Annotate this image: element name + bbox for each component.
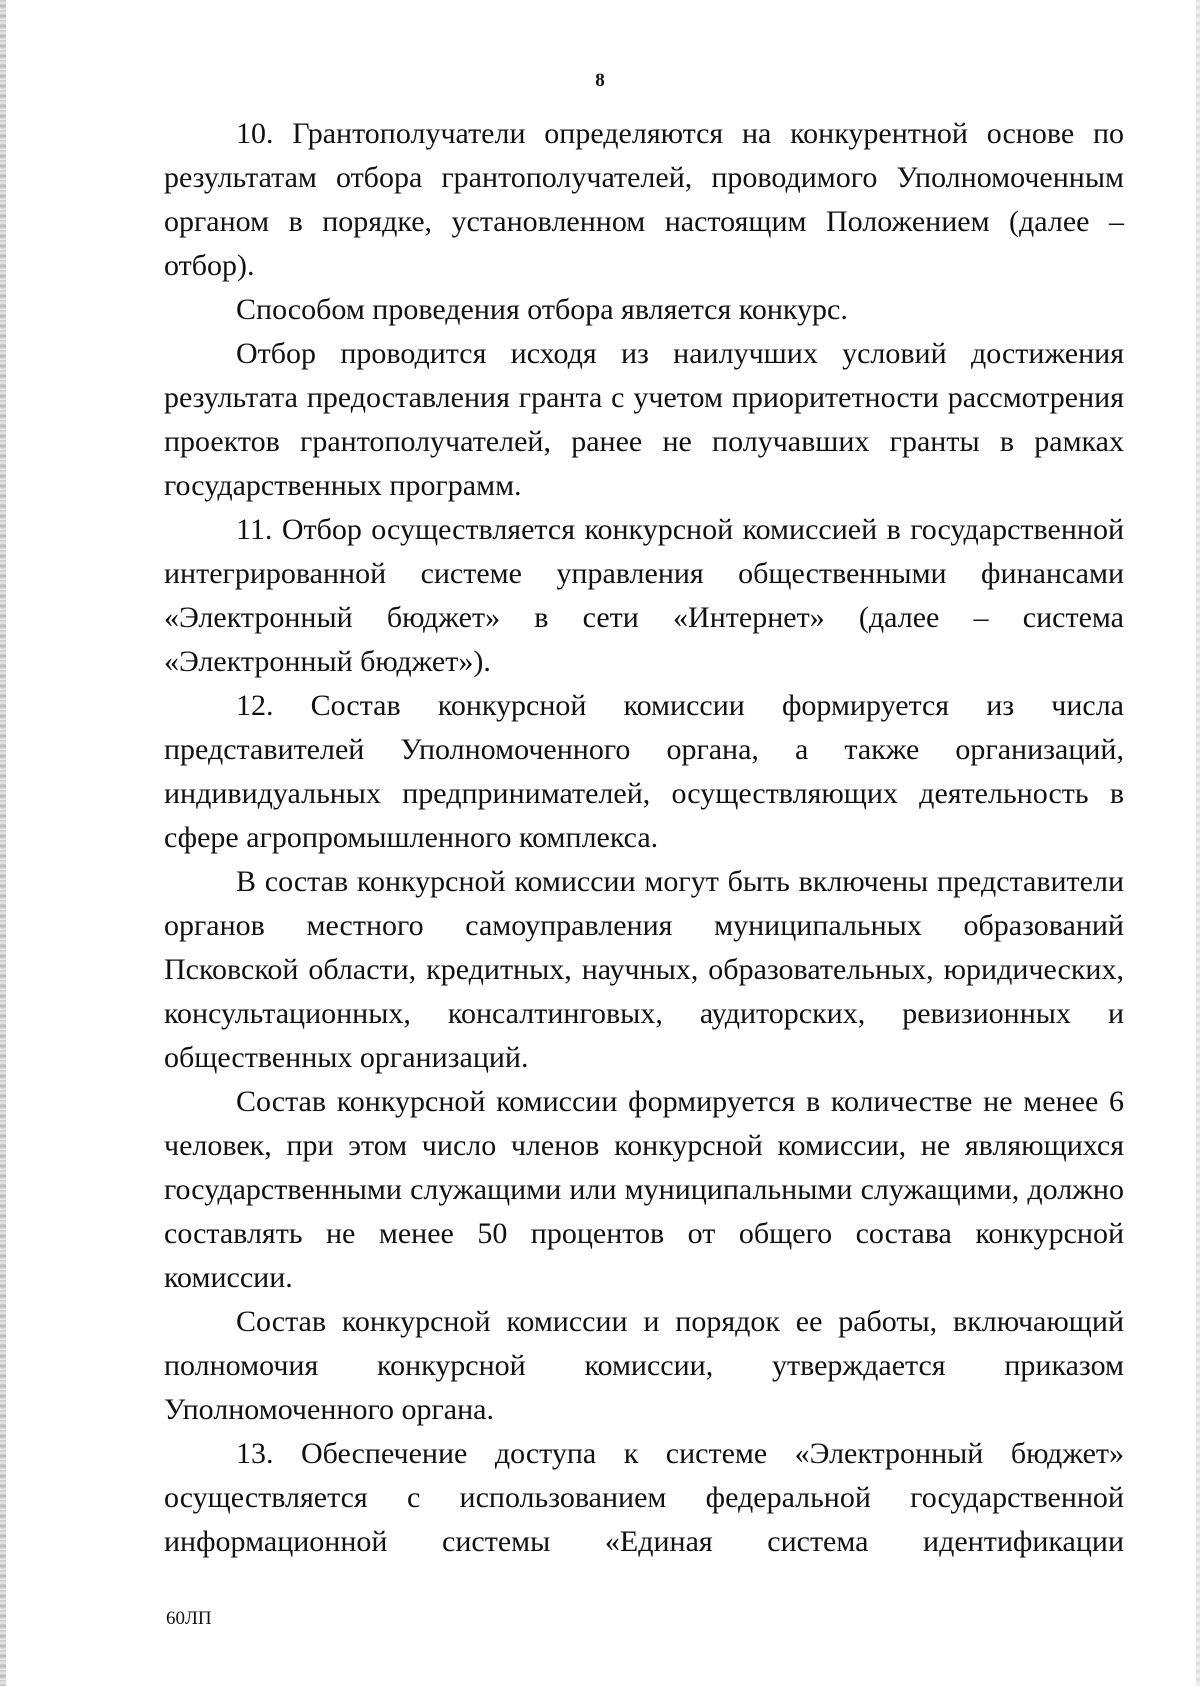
paragraph-12: 12. Состав конкурсной комиссии формируется из числа представителей Уполномоченного органа, а также организаций, индивидуальных предпринимателей, осуществляющих деятельность в сфере агропромышленного комплекса. [164,689,1124,854]
paragraph-commission-members: В состав конкурсной комиссии могут быть включены представители органов местного самоуправления муниципальных образований Псковской области, кредитных, научных, образовательных, юридических, консультационных, консалтинговых, аудиторских, ревизионных и общественных организаций. [164,865,1124,1074]
paragraph-10: 10. Грантополучатели определяются на конкурентной основе по результатам отбора грантополучателей, проводимого Уполномоченным органом в порядке, установленном настоящим Положением (далее – отбор). [164,117,1124,282]
paragraph-selection-method: Способом проведения отбора является конкурс. [236,293,848,326]
page-number: 8 [595,70,605,91]
document-body [164,112,1124,1564]
paragraph-13: 13. Обеспечение доступа к системе «Электронный бюджет» осуществляется с использованием федеральной государственной информационной системы «Единая система идентификации [164,1437,1124,1558]
paragraph-commission-order: Состав конкурсной комиссии и порядок ее работы, включающий полномочия конкурсной комиссии, утверждается приказом Уполномоченного органа. [164,1305,1124,1426]
paragraph-commission-size: Состав конкурсной комиссии формируется в количестве не менее 6 человек, при этом число членов конкурсной комиссии, не являющихся государственными служащими или муниципальными служащими, должно составлять не менее 50 процентов от общего состава конкурсной комиссии. [164,1085,1124,1294]
scan-edge-right [1196,0,1200,1686]
paragraph-selection-criteria: Отбор проводится исходя из наилучших условий достижения результата предоставления гранта с учетом приоритетности рассмотрения проектов грантополучателей, ранее не получавших гранты в рамках государственных программ. [164,337,1124,502]
footer-code: 60ЛП [166,1608,212,1629]
scan-edge-left [0,0,6,1686]
paragraph-11: 11. Отбор осуществляется конкурсной комиссией в государственной интегрированной системе управления общественными финансами «Электронный бюджет» в сети «Интернет» (далее – система «Электронный бюджет»). [164,513,1124,678]
